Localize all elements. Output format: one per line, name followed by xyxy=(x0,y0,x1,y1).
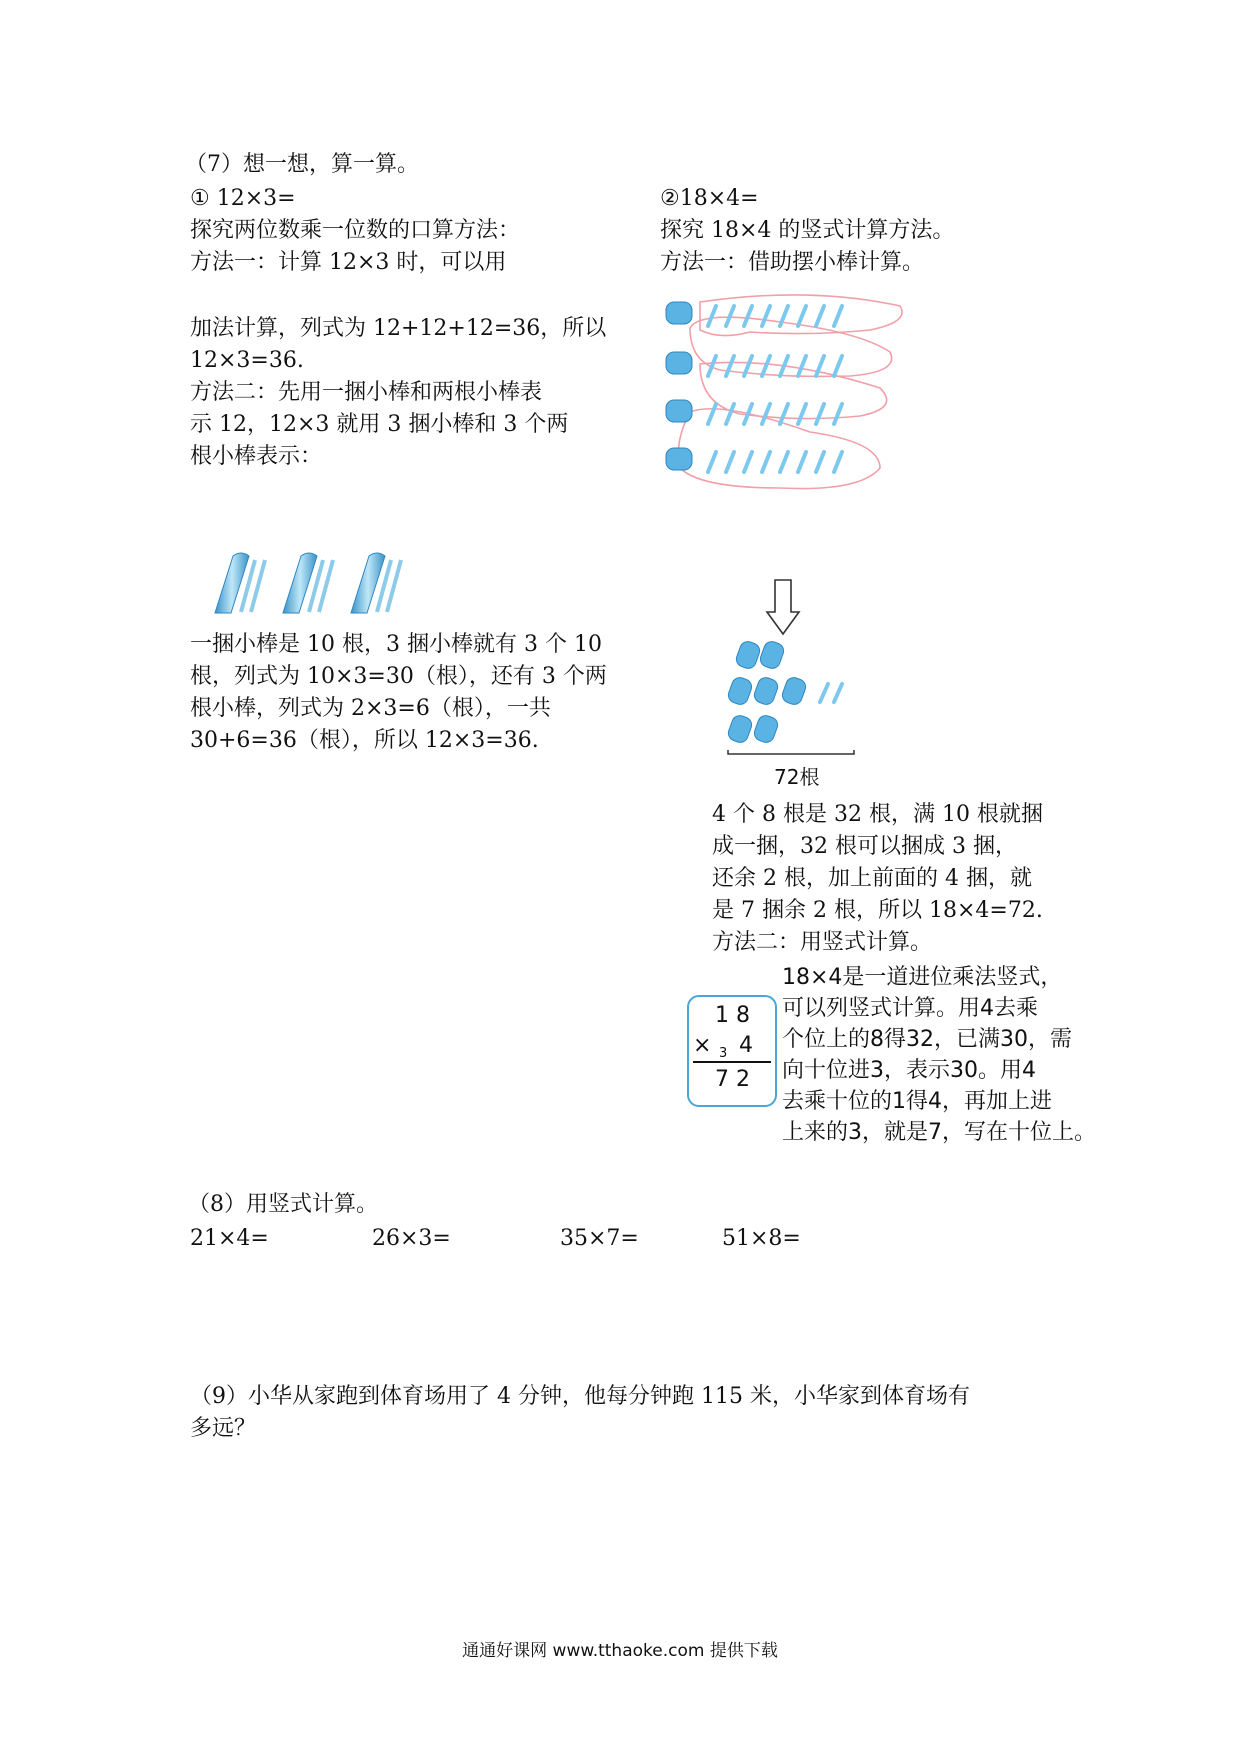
q7-title: （7）想一想，算一算。 xyxy=(185,152,419,177)
q9-line-1: （9）小华从家跑到体育场用了 4 分钟，他每分钟跑 115 米，小华家到体育场有 xyxy=(190,1384,970,1409)
q7-left-line-1: 探究两位数乘一位数的口算方法： xyxy=(190,218,521,243)
regrouped-sticks-figure xyxy=(722,640,872,760)
q8-problem-1: 21×4= xyxy=(190,1226,269,1251)
q7-left-line-3: 加法计算，列式为 12+12+12=36，所以 xyxy=(190,316,607,341)
q7-left-line-6: 示 12，12×3 就用 3 捆小棒和 3 个两 xyxy=(190,412,569,437)
stick-group-2 xyxy=(283,553,333,613)
vertical-op: × xyxy=(693,1033,712,1058)
vertical-carry: 3 xyxy=(719,1046,728,1061)
q7-left-after-1: 一捆小棒是 10 根，3 捆小棒就有 3 个 10 xyxy=(190,632,602,657)
q7-left-line-7: 根小棒表示： xyxy=(190,444,323,469)
sticks-12x3-figure xyxy=(205,548,435,620)
q8-problem-2: 26×3= xyxy=(372,1226,451,1251)
stick-group-3 xyxy=(351,553,401,613)
q7-left-line-4: 12×3=36. xyxy=(190,348,304,373)
vertical-explain-3: 个位上的8得32，已满30，需 xyxy=(782,1027,1072,1052)
sticks-18x4-figure xyxy=(660,292,920,512)
q7-left-after-4: 30+6=36（根），所以 12×3=36. xyxy=(190,728,539,753)
down-arrow-icon xyxy=(765,578,801,636)
q7-left-line-5: 方法二：先用一捆小棒和两根小棒表 xyxy=(190,380,543,405)
row-3 xyxy=(666,400,842,424)
q7-left-head: ① 12×3= xyxy=(190,186,296,211)
q7-right-explain-4: 是 7 捆余 2 根，所以 18×4=72. xyxy=(712,898,1043,923)
q9-line-2: 多远？ xyxy=(190,1416,257,1441)
q7-right-explain-3: 还余 2 根，加上前面的 4 捆，就 xyxy=(712,866,1032,891)
total-72-label: 72根 xyxy=(774,765,820,789)
q7-right-explain-1: 4 个 8 根是 32 根，满 10 根就捆 xyxy=(712,802,1043,827)
vertical-explain-1: 18×4是一道进位乘法竖式， xyxy=(782,965,1063,990)
q7-right-head: ②18×4= xyxy=(660,186,759,211)
vertical-explain-2: 可以列竖式计算。用4去乘 xyxy=(782,996,1038,1021)
vertical-result: 7 2 xyxy=(715,1067,750,1092)
vertical-explain-4: 向十位进3，表示30。用4 xyxy=(782,1058,1036,1083)
vertical-calculation-box xyxy=(687,995,777,1107)
q8-problem-4: 51×8= xyxy=(722,1226,801,1251)
q7-left-after-2: 根，列式为 10×3=30（根），还有 3 个两 xyxy=(190,664,607,689)
footer-source: 通通好课网 www.tthaoke.com 提供下载 xyxy=(462,1641,778,1661)
vertical-line xyxy=(693,1061,771,1063)
vertical-top: 1 8 xyxy=(715,1003,750,1028)
q7-right-line-2: 方法一：借助摆小棒计算。 xyxy=(660,250,925,275)
q7-left-line-2: 方法一：计算 12×3 时，可以用 xyxy=(190,250,507,275)
vertical-explain-5: 去乘十位的1得4，再加上进 xyxy=(782,1089,1052,1114)
q7-right-explain-5: 方法二：用竖式计算。 xyxy=(712,930,933,955)
row-2 xyxy=(666,352,842,376)
row-1 xyxy=(666,302,842,326)
q8-title: （8）用竖式计算。 xyxy=(188,1192,378,1217)
q7-right-explain-2: 成一捆，32 根可以捆成 3 捆， xyxy=(712,834,1017,859)
q7-left-after-3: 根小棒，列式为 2×3=6（根），一共 xyxy=(190,696,551,721)
vertical-mult: 4 xyxy=(739,1033,753,1058)
stick-group-1 xyxy=(215,553,265,613)
vertical-explain-6: 上来的3，就是7，写在十位上。 xyxy=(782,1120,1096,1145)
row-4 xyxy=(666,448,842,472)
q8-problem-3: 35×7= xyxy=(560,1226,639,1251)
q7-right-line-1: 探究 18×4 的竖式计算方法。 xyxy=(660,218,955,243)
